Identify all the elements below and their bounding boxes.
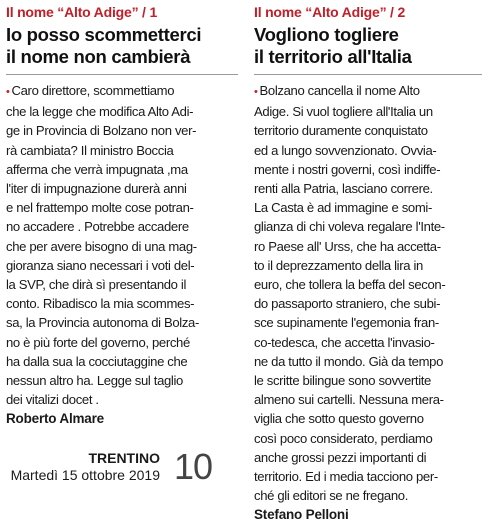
body-line [6, 81, 238, 102]
body-line: e nel frattempo molte cose potran- [6, 200, 194, 216]
body-line: viglia che sotto questo governo [254, 411, 424, 427]
body-line: euro, che tollera la beffa del secon- [254, 277, 446, 293]
author-signature: Roberto Almare [6, 411, 104, 427]
body-line: Adige. Si vuol togliere all'Italia un [254, 104, 433, 120]
body-line: glianza di chi voleva regalare l'Inte- [254, 219, 445, 235]
body-line: così poco considerato, perdiamo [254, 430, 433, 446]
body-line: sce supinamente l'egemonia fran- [254, 315, 439, 331]
body-line: che la legge che modifica Alto Adi- [6, 104, 194, 120]
bullet-icon: • [254, 86, 258, 98]
body-line: ed a lungo sovvenzionato. Ovvia- [254, 142, 437, 158]
body-line: ne da tutto il mondo. Già da tempo [254, 353, 443, 369]
body-line: to il deprezzamento della lira in [254, 257, 423, 273]
letter-body [254, 81, 482, 505]
body-line: no accadere . Potrebbe accadere [6, 219, 189, 235]
body-line: dei vitalizi docet . [6, 392, 99, 408]
body-line: territorio. Ed i media tacciono per- [254, 469, 438, 485]
body-line: ro Paese all' Urss, che ha accetta- [254, 238, 441, 254]
body-line: gioranza siano necessari i voti del- [6, 257, 195, 273]
headline [254, 24, 482, 68]
bullet-icon: • [6, 86, 10, 98]
body-line: l'iter di impugnazione durerà anni [6, 181, 187, 197]
headline-line: Vogliono togliere [254, 24, 399, 45]
body-line: che per avere bisogno di una mag- [6, 238, 197, 254]
body-line: do passaporto straniero, che subi- [254, 296, 441, 312]
body-line: anche grossi pezzi importanti di [254, 449, 427, 465]
body-line: no è più forte del governo, perché [6, 334, 190, 350]
body-line: afferma che verrà impugnata ,ma [6, 161, 188, 177]
author-signature: Stefano Pelloni [254, 507, 349, 523]
body-line: ge in Provincia di Bolzano non ver- [6, 123, 197, 139]
body-text: Caro direttore, scommettiamo [11, 83, 175, 98]
body-line: le scritte bilingue sono sovvertite [254, 373, 431, 389]
body-line: co-tedesca, che accetta l'invasio- [254, 334, 435, 350]
body-line: rà cambiata? Il ministro Boccia [6, 142, 174, 158]
body-line: mente i nostri governi, così indiffe- [254, 161, 441, 177]
body-line: ha dalla sua la cocciutaggine che [6, 353, 188, 369]
headline-line: Io posso scommetterci [6, 24, 202, 45]
body-line: territorio duramente conquistato [254, 123, 428, 139]
page-number: 10 [174, 446, 213, 487]
body-text: Bolzano cancella il nome Alto [259, 83, 420, 98]
page-footer [6, 447, 238, 491]
newspaper-name: TRENTINO [88, 450, 160, 466]
body-line: nessun altro ha. Legge sul taglio [6, 373, 183, 389]
section-kicker: Il nome “Alto Adige” / 2 [254, 4, 406, 20]
issue-date: Martedì 15 ottobre 2019 [10, 467, 160, 483]
body-line [254, 81, 482, 102]
divider [254, 74, 482, 75]
headline-line: il territorio all'Italia [254, 46, 412, 67]
body-line: sa, la Provincia autonoma di Bolza- [6, 315, 199, 331]
headline-line: il nome non cambierà [6, 46, 191, 67]
letter-body [6, 81, 238, 409]
letter-left [6, 0, 238, 426]
letter-right [254, 0, 482, 522]
body-line: La Casta è ad immagine e somi- [254, 200, 432, 216]
body-line: renti alla Patria, lasciano correre. [254, 181, 433, 197]
body-line: almeno sui cartelli. Nessuna mera- [254, 392, 444, 408]
section-kicker: Il nome “Alto Adige” / 1 [6, 4, 158, 20]
headline [6, 24, 238, 68]
body-line: conto. Ribadisco la mia scommes- [6, 296, 195, 312]
body-line: la SVP, che dirà sì presentando il [6, 277, 187, 293]
body-line: ché gli editori se ne fregano. [254, 488, 409, 504]
divider [6, 74, 238, 75]
